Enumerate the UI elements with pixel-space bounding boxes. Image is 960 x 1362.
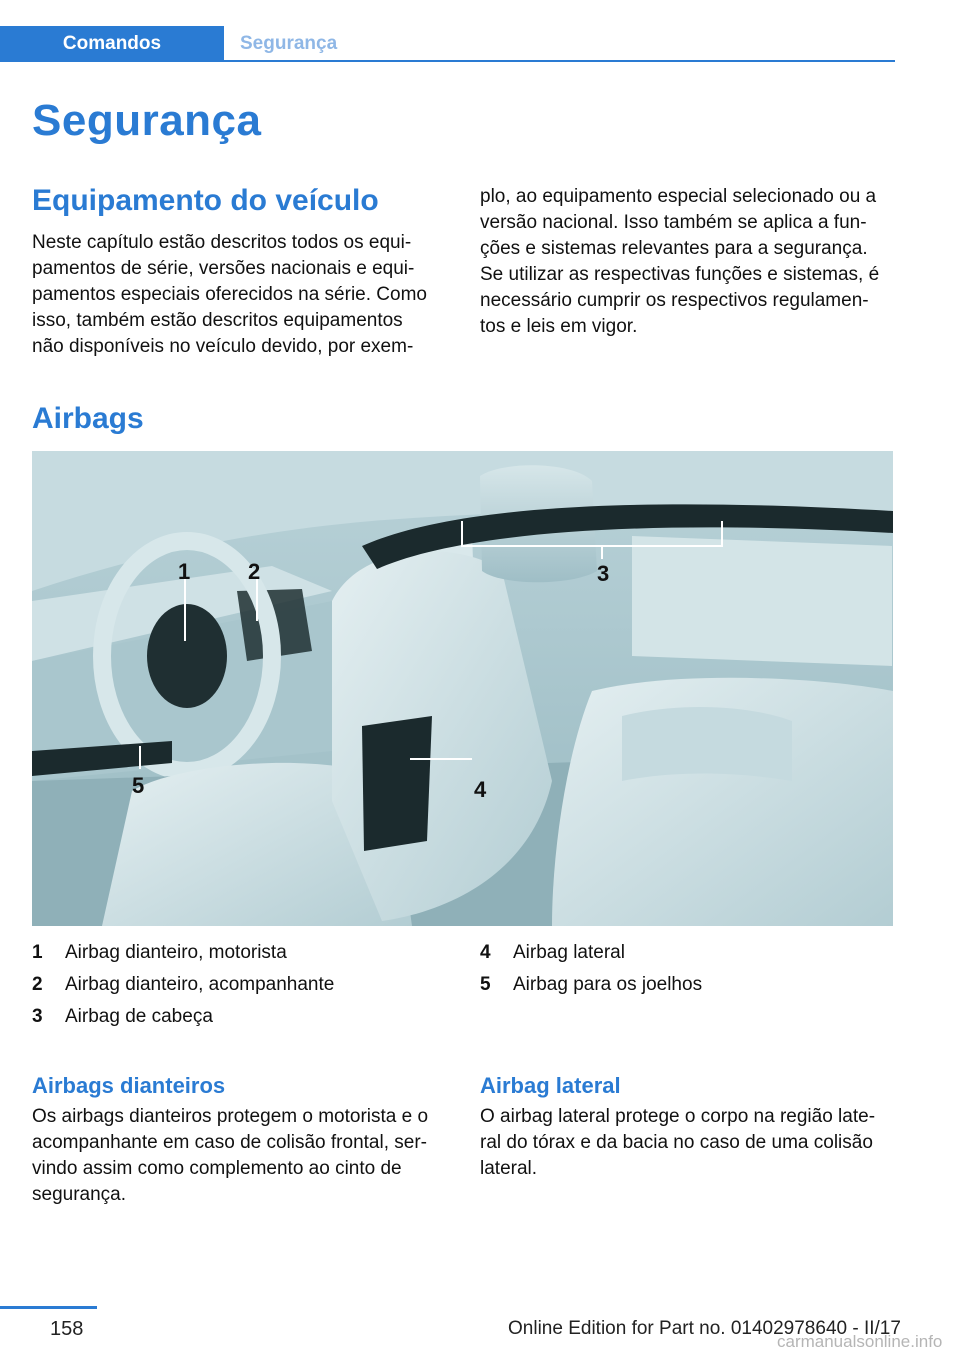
legend-num: 5 [480, 974, 491, 995]
callout-4: 4 [474, 777, 487, 802]
text-line: não disponíveis no veículo devido, por exem- [32, 336, 414, 357]
callout-1: 1 [178, 559, 191, 584]
text-line: pamentos de série, versões nacionais e equi- [32, 258, 415, 279]
text-line: tos e leis em vigor. [480, 316, 638, 337]
legend-num: 4 [480, 942, 491, 963]
legend-item [32, 969, 452, 1001]
front-airbags-text [32, 1104, 450, 1208]
page-number: 158 [50, 1318, 84, 1340]
section-title: Equipamento do veículo [32, 184, 379, 217]
tab-comandos[interactable]: Comandos [0, 26, 224, 62]
header-tabs [0, 26, 895, 62]
text-line: Neste capítulo estão descritos todos os equi- [32, 232, 412, 253]
legend-text: Airbag dianteiro, motorista [65, 942, 287, 963]
text-line: vindo assim como complemento ao cinto de [32, 1158, 402, 1179]
legend-text: Airbag lateral [513, 942, 625, 963]
legend-left [32, 937, 452, 1033]
airbag-illustration [32, 451, 893, 926]
watermark: carmanualsonline.info [777, 1332, 943, 1351]
header-rule [0, 60, 895, 62]
text-line: necessário cumprir os respectivos regulamen- [480, 290, 869, 311]
text-line: pamentos especiais oferecidos na série. Como [32, 284, 427, 305]
text-line: isso, também estão descritos equipamentos [32, 310, 403, 331]
side-airbag-title: Airbag lateral [480, 1073, 621, 1098]
legend-item [480, 969, 900, 1001]
legend-item [480, 937, 900, 969]
page-title: Segurança [32, 96, 262, 145]
footer-rule [0, 1306, 97, 1309]
front-airbags-title: Airbags dianteiros [32, 1073, 226, 1098]
side-airbag-text [480, 1104, 898, 1182]
legend-right [480, 937, 900, 1001]
legend-text: Airbag dianteiro, acompanhante [65, 974, 335, 995]
legend-num: 1 [32, 942, 43, 963]
intro-left [32, 230, 450, 360]
airbags-title: Airbags [32, 402, 144, 435]
text-line: acompanhante em caso de colisão frontal, ser- [32, 1132, 427, 1153]
text-line: versão nacional. Isso também se aplica a fun- [480, 212, 867, 233]
callout-2: 2 [248, 559, 261, 584]
text-line: plo, ao equipamento especial selecionado ou a [480, 186, 877, 207]
legend-text: Airbag para os joelhos [513, 974, 703, 995]
callout-5: 5 [132, 773, 145, 798]
text-line: O airbag lateral protege o corpo na região late- [480, 1106, 876, 1127]
legend-num: 2 [32, 974, 43, 995]
text-line: segurança. [32, 1184, 127, 1205]
interior-drawing [32, 451, 893, 926]
text-line: ções e sistemas relevantes para a segurança. [480, 238, 868, 259]
legend-num: 3 [32, 1006, 43, 1027]
legend-item [32, 1001, 452, 1033]
text-line: Os airbags dianteiros protegem o motorista e o [32, 1106, 429, 1127]
text-line: ral do tórax e da bacia no caso de uma colisão [480, 1132, 873, 1153]
text-line: Se utilizar as respectivas funções e sistemas, é [480, 264, 880, 285]
edition-info: Online Edition for Part no. 01402978640 - II/17 [508, 1318, 901, 1339]
intro-right [480, 184, 898, 340]
legend-text: Airbag de cabeça [65, 1006, 213, 1027]
text-line: lateral. [480, 1158, 538, 1179]
callout-3: 3 [597, 561, 610, 586]
tab-seguranca[interactable]: Segurança [240, 33, 338, 54]
legend-item [32, 937, 452, 969]
